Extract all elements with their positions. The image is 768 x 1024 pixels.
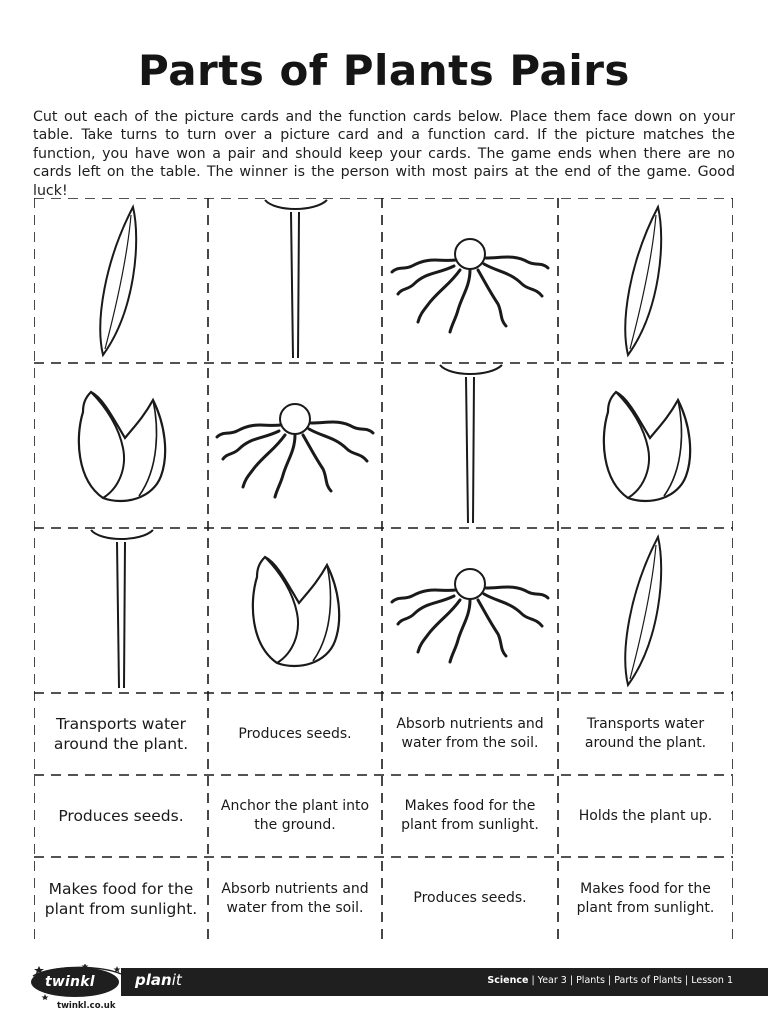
picture-card-flower[interactable]	[558, 363, 733, 528]
page-title: Parts of Plants Pairs	[138, 46, 630, 95]
picture-card-roots[interactable]	[382, 528, 558, 693]
product-name-suffix: it	[171, 971, 182, 989]
picture-card-roots[interactable]	[208, 363, 382, 528]
stem-icon	[255, 198, 335, 360]
instructions-paragraph: Cut out each of the picture cards and the function cards below. Place them face down on your table. Take turns to turn over a picture card and a function card. If the picture matches the function, you have won a pair and should keep your cards. The game ends when there are no cards left on the table. The winner is the person with most pairs at the end of the game. Good luck!	[33, 109, 735, 199]
function-card[interactable]	[208, 775, 382, 857]
picture-card-stem[interactable]	[382, 363, 558, 528]
function-card-text: Absorb nutrients and water from the soil.	[396, 716, 544, 751]
function-card[interactable]	[558, 693, 733, 775]
roots-icon	[390, 226, 550, 336]
picture-card-roots[interactable]	[382, 198, 558, 363]
leaf-icon	[91, 201, 151, 361]
picture-card-leaf[interactable]	[34, 198, 208, 363]
picture-card-stem[interactable]	[208, 198, 382, 363]
function-card-text: Absorb nutrients and water from the soil.	[221, 880, 369, 916]
breadcrumb-subject: Science	[487, 975, 529, 986]
function-card[interactable]	[382, 857, 558, 940]
stem-icon	[430, 363, 510, 525]
picture-card-flower[interactable]	[34, 363, 208, 528]
picture-card-leaf[interactable]	[558, 198, 733, 363]
brand-name: twinkl	[45, 974, 95, 990]
function-card[interactable]	[382, 693, 558, 775]
flower-icon	[247, 553, 343, 669]
picture-card-stem[interactable]	[34, 528, 208, 693]
picture-card-flower[interactable]	[208, 528, 382, 693]
roots-icon	[215, 391, 375, 501]
product-name-main: plan	[135, 971, 172, 989]
product-name	[135, 971, 182, 989]
function-card-text: Transports water around the plant.	[53, 715, 189, 753]
function-card[interactable]	[558, 775, 733, 857]
function-card[interactable]	[208, 693, 382, 775]
function-card-text: Produces seeds.	[58, 807, 184, 825]
function-card-text: Transports water around the plant.	[584, 716, 707, 751]
breadcrumb-path: | Year 3 | Plants | Parts of Plants | Lesson 1	[528, 975, 733, 986]
function-card[interactable]	[208, 857, 382, 940]
function-card[interactable]	[34, 857, 208, 940]
stem-icon	[81, 528, 161, 690]
function-card-text: Anchor the plant into the ground.	[220, 798, 370, 833]
function-card-text: Makes food for the plant from sunlight.	[576, 880, 715, 916]
breadcrumb	[487, 975, 733, 986]
function-card-text: Produces seeds.	[413, 890, 527, 906]
function-card-text: Makes food for the plant from sunlight.	[401, 798, 539, 833]
roots-icon	[390, 556, 550, 666]
flower-icon	[73, 388, 169, 504]
function-card[interactable]	[558, 857, 733, 940]
flower-icon	[598, 388, 694, 504]
function-card[interactable]	[382, 775, 558, 857]
function-card[interactable]	[34, 693, 208, 775]
footer	[25, 964, 745, 997]
card-grid	[34, 198, 733, 940]
website-link[interactable]: twinkl.co.uk	[57, 1001, 116, 1011]
leaf-icon	[616, 531, 676, 691]
function-card-text: Produces seeds.	[238, 725, 352, 742]
function-card[interactable]	[34, 775, 208, 857]
function-card-text: Makes food for the plant from sunlight.	[44, 879, 198, 918]
leaf-icon	[616, 201, 676, 361]
function-card-text: Holds the plant up.	[578, 807, 713, 824]
picture-card-leaf[interactable]	[558, 528, 733, 693]
